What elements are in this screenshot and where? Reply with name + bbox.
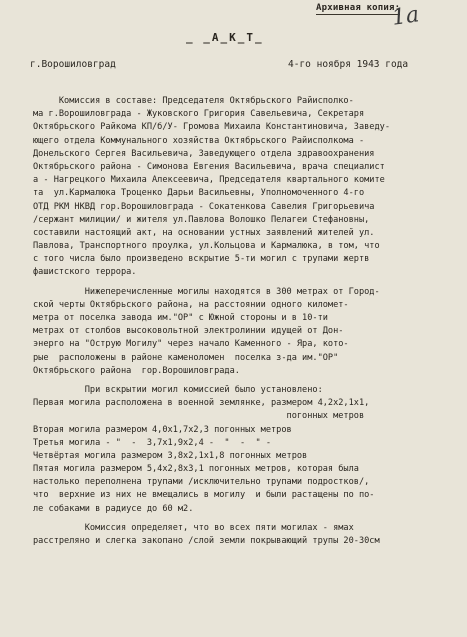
text-line: Нижеперечисленные могилы находятся в 300 метрах от Город- (33, 286, 380, 297)
paragraph (33, 95, 453, 280)
handwritten-mark: 1а (390, 2, 421, 31)
text-line: настолько переполнена трупами /исключительно трупами подростков/, (33, 477, 370, 488)
text-line: Четвёртая могила размером 3,8х2,1х1,8 погонных метров (33, 450, 308, 461)
archive-copy-stamp: Архивная копия: (316, 3, 401, 13)
text-line: Октябрьского Райкома КП/б/У- Громова Михаила Константиновича, Заведу- (33, 122, 390, 133)
text-line: Донельского Сергея Васильевича, Заведующего отдела здравоохранения (33, 148, 375, 159)
text-line: фашистского террора. (33, 267, 137, 278)
text-line: Пятая могила размером 5,4х2,8х3,1 погонных метров, которая была (33, 464, 359, 475)
text-line: метрах от столбов высоковольтной электролинии идущей от Дон- (33, 326, 344, 337)
document-place: г.Ворошиловград (30, 59, 116, 70)
text-line: ской черты Октябрьского района, на расстоянии одного километ- (33, 299, 349, 310)
text-line: погонных метров (33, 411, 365, 422)
text-line: Октябрьского района - Симонова Евгения Васильевича, врача специалист (33, 161, 385, 172)
text-line: Комиссия определяет, что во всех пяти могилах - ямах (33, 522, 354, 533)
text-line: рые расположены в районе каменоломен поселка з-да им."ОР" (33, 352, 339, 363)
text-line: ющего отдела Коммунального хозяйства Октябрьского Райисполкома - (33, 135, 365, 146)
text-line: с того числа было произведено вскрытие 5-ти могил с трупами жертв (33, 254, 370, 265)
paragraph (33, 384, 453, 516)
text-line: /сержант милиции/ и жителя ул.Павлова Волошко Пелагеи Стефановны, (33, 214, 370, 225)
text-line: расстреляно и слегка закопано /слой земли покрывающий трупы 20-30см (33, 536, 380, 546)
text-line: Октябрьского района гор.Ворошиловграда. (33, 365, 240, 376)
text-line: ма г.Ворошиловграда - Жуковского Григория Савельевича, Секретаря (33, 109, 365, 120)
paragraph (33, 522, 453, 548)
text-line: При вскрытии могил комиссией было установлено: (33, 384, 323, 395)
text-line: та ул.Кармалюка Троценко Дарьи Васильевны, Уполномоченного 4-го (33, 188, 365, 199)
text-line: метра от поселка завода им."ОР" с Южной стороны и в 10-ти (33, 313, 328, 323)
text-line: Комиссия в составе: Председателя Октябрьского Райисполко- (33, 96, 354, 106)
text-line: что верхние из них не вмещались в могилу и были растащены по по- (33, 490, 375, 501)
text-line: Вторая могила размером 4,0х1,7х2,3 погонных метров (33, 424, 292, 435)
document-title: _ _А_К_Т_ (186, 31, 264, 44)
text-line: составили настоящий акт, на основании устных заявлений жителей ул. (33, 227, 375, 238)
text-line: Третья могила - " - 3,7х1,9х2,4 - " - " - (33, 437, 271, 448)
document-date: 4-го ноября 1943 года (288, 59, 409, 70)
paragraph (33, 286, 453, 378)
text-line: Павлова, Транспортного проулка, ул.Кольцова и Кармалюка, в том, что (33, 241, 380, 252)
text-line: энерго на "Острую Могилу" через начало Каменного - Яра, кото- (33, 339, 349, 350)
text-line: а - Нагрецкого Михаила Алексеевича, Председателя квартального комите (33, 175, 385, 186)
text-line: ОТД РКМ НКВД гор.Ворошиловграда - Сокатенкова Савелия Григорьевича (33, 201, 375, 212)
text-line: ле собаками в радиусе до 60 м2. (33, 503, 194, 514)
document-body (33, 95, 453, 548)
text-line: Первая могила расположена в военной землянке, размером 4,2х2,1х1, (33, 398, 370, 409)
